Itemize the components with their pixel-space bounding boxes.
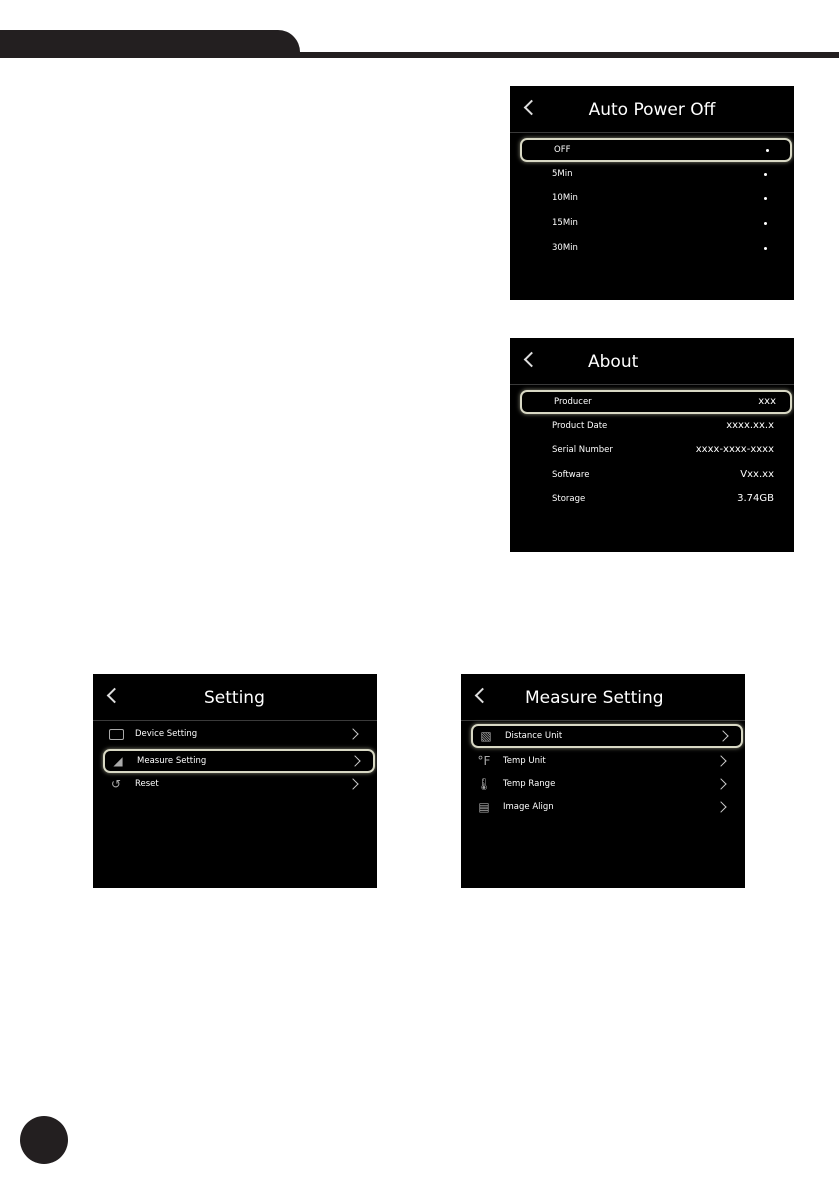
measure-item-image-align[interactable] [471,797,739,819]
back-icon[interactable] [107,688,123,704]
header-rule [0,52,839,58]
about-row-storage [520,489,788,511]
measure-icon: ◢ [113,754,123,768]
option-label: 15Min [552,218,578,228]
about-label: Software [552,470,590,480]
setting-item-device[interactable] [103,724,371,746]
about-row-software [520,465,788,487]
about-label: Storage [552,494,586,504]
chevron-right-icon [715,778,726,789]
back-icon[interactable] [524,352,540,368]
radio-dot-icon [764,247,767,250]
about-value: xxx [758,396,776,407]
about-screen [510,338,794,552]
divider [510,384,794,385]
setting-item-label: Measure Setting [137,756,207,766]
measure-item-label: Temp Range [503,779,556,789]
setting-item-label: Reset [135,779,159,789]
chevron-right-icon [717,730,728,741]
measure-item-label: Temp Unit [503,756,546,766]
chevron-right-icon [347,778,358,789]
setting-item-label: Device Setting [135,729,198,739]
about-value: Vxx.xx [740,469,774,480]
about-value: xxxx-xxxx-xxxx [695,444,774,455]
measure-item-label: Image Align [503,802,554,812]
radio-dot-icon [766,149,769,152]
screen-title: About [588,352,639,372]
about-label: Serial Number [552,445,613,455]
chevron-right-icon [347,728,358,739]
about-row-producer[interactable] [520,390,792,414]
setting-item-reset[interactable] [103,774,371,796]
fahrenheit-icon: °F [477,754,491,768]
measure-setting-screen [461,674,745,888]
ruler-icon: ▧ [480,729,492,743]
radio-dot-icon [764,173,767,176]
measure-item-distance-unit[interactable] [471,724,743,748]
screen-title: Measure Setting [525,688,664,708]
radio-dot-icon [764,197,767,200]
option-5min[interactable] [520,164,788,186]
chevron-right-icon [715,801,726,812]
setting-screen [93,674,377,888]
about-value: xxxx.xx.x [726,420,774,431]
divider [461,720,745,721]
about-label: Product Date [552,421,608,431]
option-30min[interactable] [520,238,788,260]
option-off[interactable] [520,138,792,162]
chevron-right-icon [715,755,726,766]
about-row-product-date [520,416,788,438]
radio-dot-icon [764,222,767,225]
auto-power-off-screen [510,86,794,300]
reset-icon: ↺ [110,777,122,791]
about-row-serial-number [520,440,788,462]
align-icon: ▤ [478,800,490,814]
about-label: Producer [554,397,592,407]
setting-item-measure[interactable] [103,749,375,773]
option-label: 5Min [552,169,573,179]
screen-title: Auto Power Off [588,100,716,120]
device-icon [107,725,125,743]
about-value: 3.74GB [737,493,774,504]
option-15min[interactable] [520,213,788,235]
option-10min[interactable] [520,188,788,210]
option-label: 10Min [552,193,578,203]
measure-item-temp-unit[interactable] [471,751,739,773]
thermometer-icon: 🌡 [476,777,492,791]
divider [510,132,794,133]
measure-item-temp-range[interactable] [471,774,739,796]
measure-item-label: Distance Unit [505,731,563,741]
divider [93,720,377,721]
screen-title: Setting [204,688,265,708]
option-label: OFF [554,145,571,155]
option-label: 30Min [552,243,578,253]
page-number-dot [20,1116,68,1164]
chevron-right-icon [349,755,360,766]
back-icon[interactable] [475,688,491,704]
